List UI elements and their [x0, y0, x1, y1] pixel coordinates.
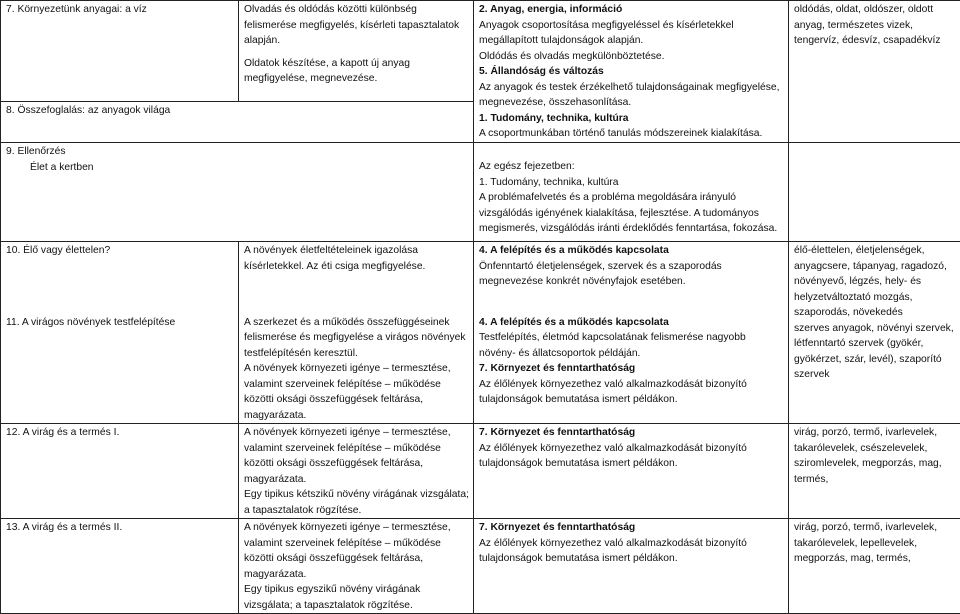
table-row	[1, 424, 960, 519]
terms-cell: oldódás, oldat, oldószer, oldott anyag, természetes vizek, tengervíz, édesvíz, csapadékvíz	[789, 1, 960, 143]
activity-cell: A növények környezeti igénye – termesztése, valamint szerveinek felépítése – működése közötti oksági összefüggések feltárása, magyarázata. Egy tipikus kétszikű növény virágának vizsgálata; a tapasztalatok rögzítése.	[239, 424, 474, 519]
activity-cell: A növények életfeltételeinek igazolása kísérletekkel. Az éti csiga megfigyelése.	[239, 242, 474, 314]
table-row	[1, 242, 960, 314]
table-row	[1, 143, 960, 242]
activity-cell: Olvadás és oldódás közötti különbség felismerése megfigyelés, kísérleti tapasztalatok alapján. Oldatok készítése, a kapott új anyag megfigyelése, megnevezése.	[239, 1, 474, 102]
activity-cell: A szerkezet és a működés összefüggéseinek felismerése és megfigyelése a virágos növények testfelépítésén keresztül. A növények környezeti igénye – termesztése, valamint szerveinek felépítése – működése közötti oksági összefüggések feltárása, magyarázata.	[239, 314, 474, 424]
lesson-cell: 9. Ellenőrzés Élet a kertben	[1, 143, 474, 242]
terms-cell	[789, 143, 960, 242]
lesson-cell: 7. Környezetünk anyagai: a víz	[1, 1, 239, 102]
table-row	[1, 1, 960, 102]
theme-cell: 4. A felépítés és a működés kapcsolata Önfenntartó életjelenségek, szervek és a szaporodás megnevezése konkrét növényfajok esetében.	[474, 242, 789, 314]
lesson-cell: 10. Élő vagy élettelen?	[1, 242, 239, 314]
table-row	[1, 519, 960, 614]
chapter-title: Élet a kertben	[6, 160, 470, 176]
activity-cell: A növények környezeti igénye – termesztése, valamint szerveinek felépítése – működése közötti oksági összefüggések feltárása, magyarázata. Egy tipikus egyszikű növény virágának vizsgálata; a tapasztalatok rögzítése.	[239, 519, 474, 614]
terms-cell: virág, porzó, termő, ivarlevelek, takarólevelek, csészelevelek, sziromlevelek, megporzás, mag, termés,	[789, 424, 960, 519]
lesson-cell: 13. A virág és a termés II.	[1, 519, 239, 614]
lesson-cell: 11. A virágos növények testfelépítése	[1, 314, 239, 424]
theme-cell: 4. A felépítés és a működés kapcsolata Testfelépítés, életmód kapcsolatának felismerése nagyobb növény- és állatcsoportok példáján. 7. Környezet és fenntarthatóság Az élőlények környezethez való alkalmazkodását bizonyító tulajdonságok bemutatása ismert példákon.	[474, 314, 789, 424]
lesson-cell: 12. A virág és a termés I.	[1, 424, 239, 519]
terms-cell: élő-élettelen, életjelenségek, anyagcsere, tápanyag, ragadozó, növényevő, légzés, hely- és helyzetváltoztató mozgás, szaporodás, növekedés szerves anyagok, növényi szervek, létfenntartó szervek (gyökér, gyökérzet, szár, levél), szaporító szervek	[789, 242, 960, 424]
theme-cell: 7. Környezet és fenntarthatóság Az élőlények környezethez való alkalmazkodását bizonyító tulajdonságok bemutatása ismert példákon.	[474, 424, 789, 519]
terms-cell: virág, porzó, termő, ivarlevelek, takarólevelek, lepellevelek, megporzás, mag, termés,	[789, 519, 960, 614]
theme-cell: 2. Anyag, energia, információ Anyagok csoportosítása megfigyeléssel és kísérletekkel megállapított tulajdonságok alapján. Oldódás és olvadás megkülönböztetése. 5. Állandóság és változás Az anyagok és testek érzékelhető tulajdonságainak megfigyelése, megnevezése, összehasonlítása. 1. Tudomány, technika, kultúra A csoportmunkában történő tanulás módszereinek kialakítása.	[474, 1, 789, 143]
lesson-cell: 8. Összefoglalás: az anyagok világa	[1, 102, 474, 143]
theme-cell: Az egész fejezetben: 1. Tudomány, technika, kultúra A problémafelvetés és a probléma megoldására irányuló vizsgálódás igényének kialakítása, fejlesztése. A tudományos megismerés, vizsgálódás iránti érdeklődés fenntartása, fokozása.	[474, 143, 789, 242]
theme-cell: 7. Környezet és fenntarthatóság Az élőlények környezethez való alkalmazkodását bizonyító tulajdonságok bemutatása ismert példákon.	[474, 519, 789, 614]
